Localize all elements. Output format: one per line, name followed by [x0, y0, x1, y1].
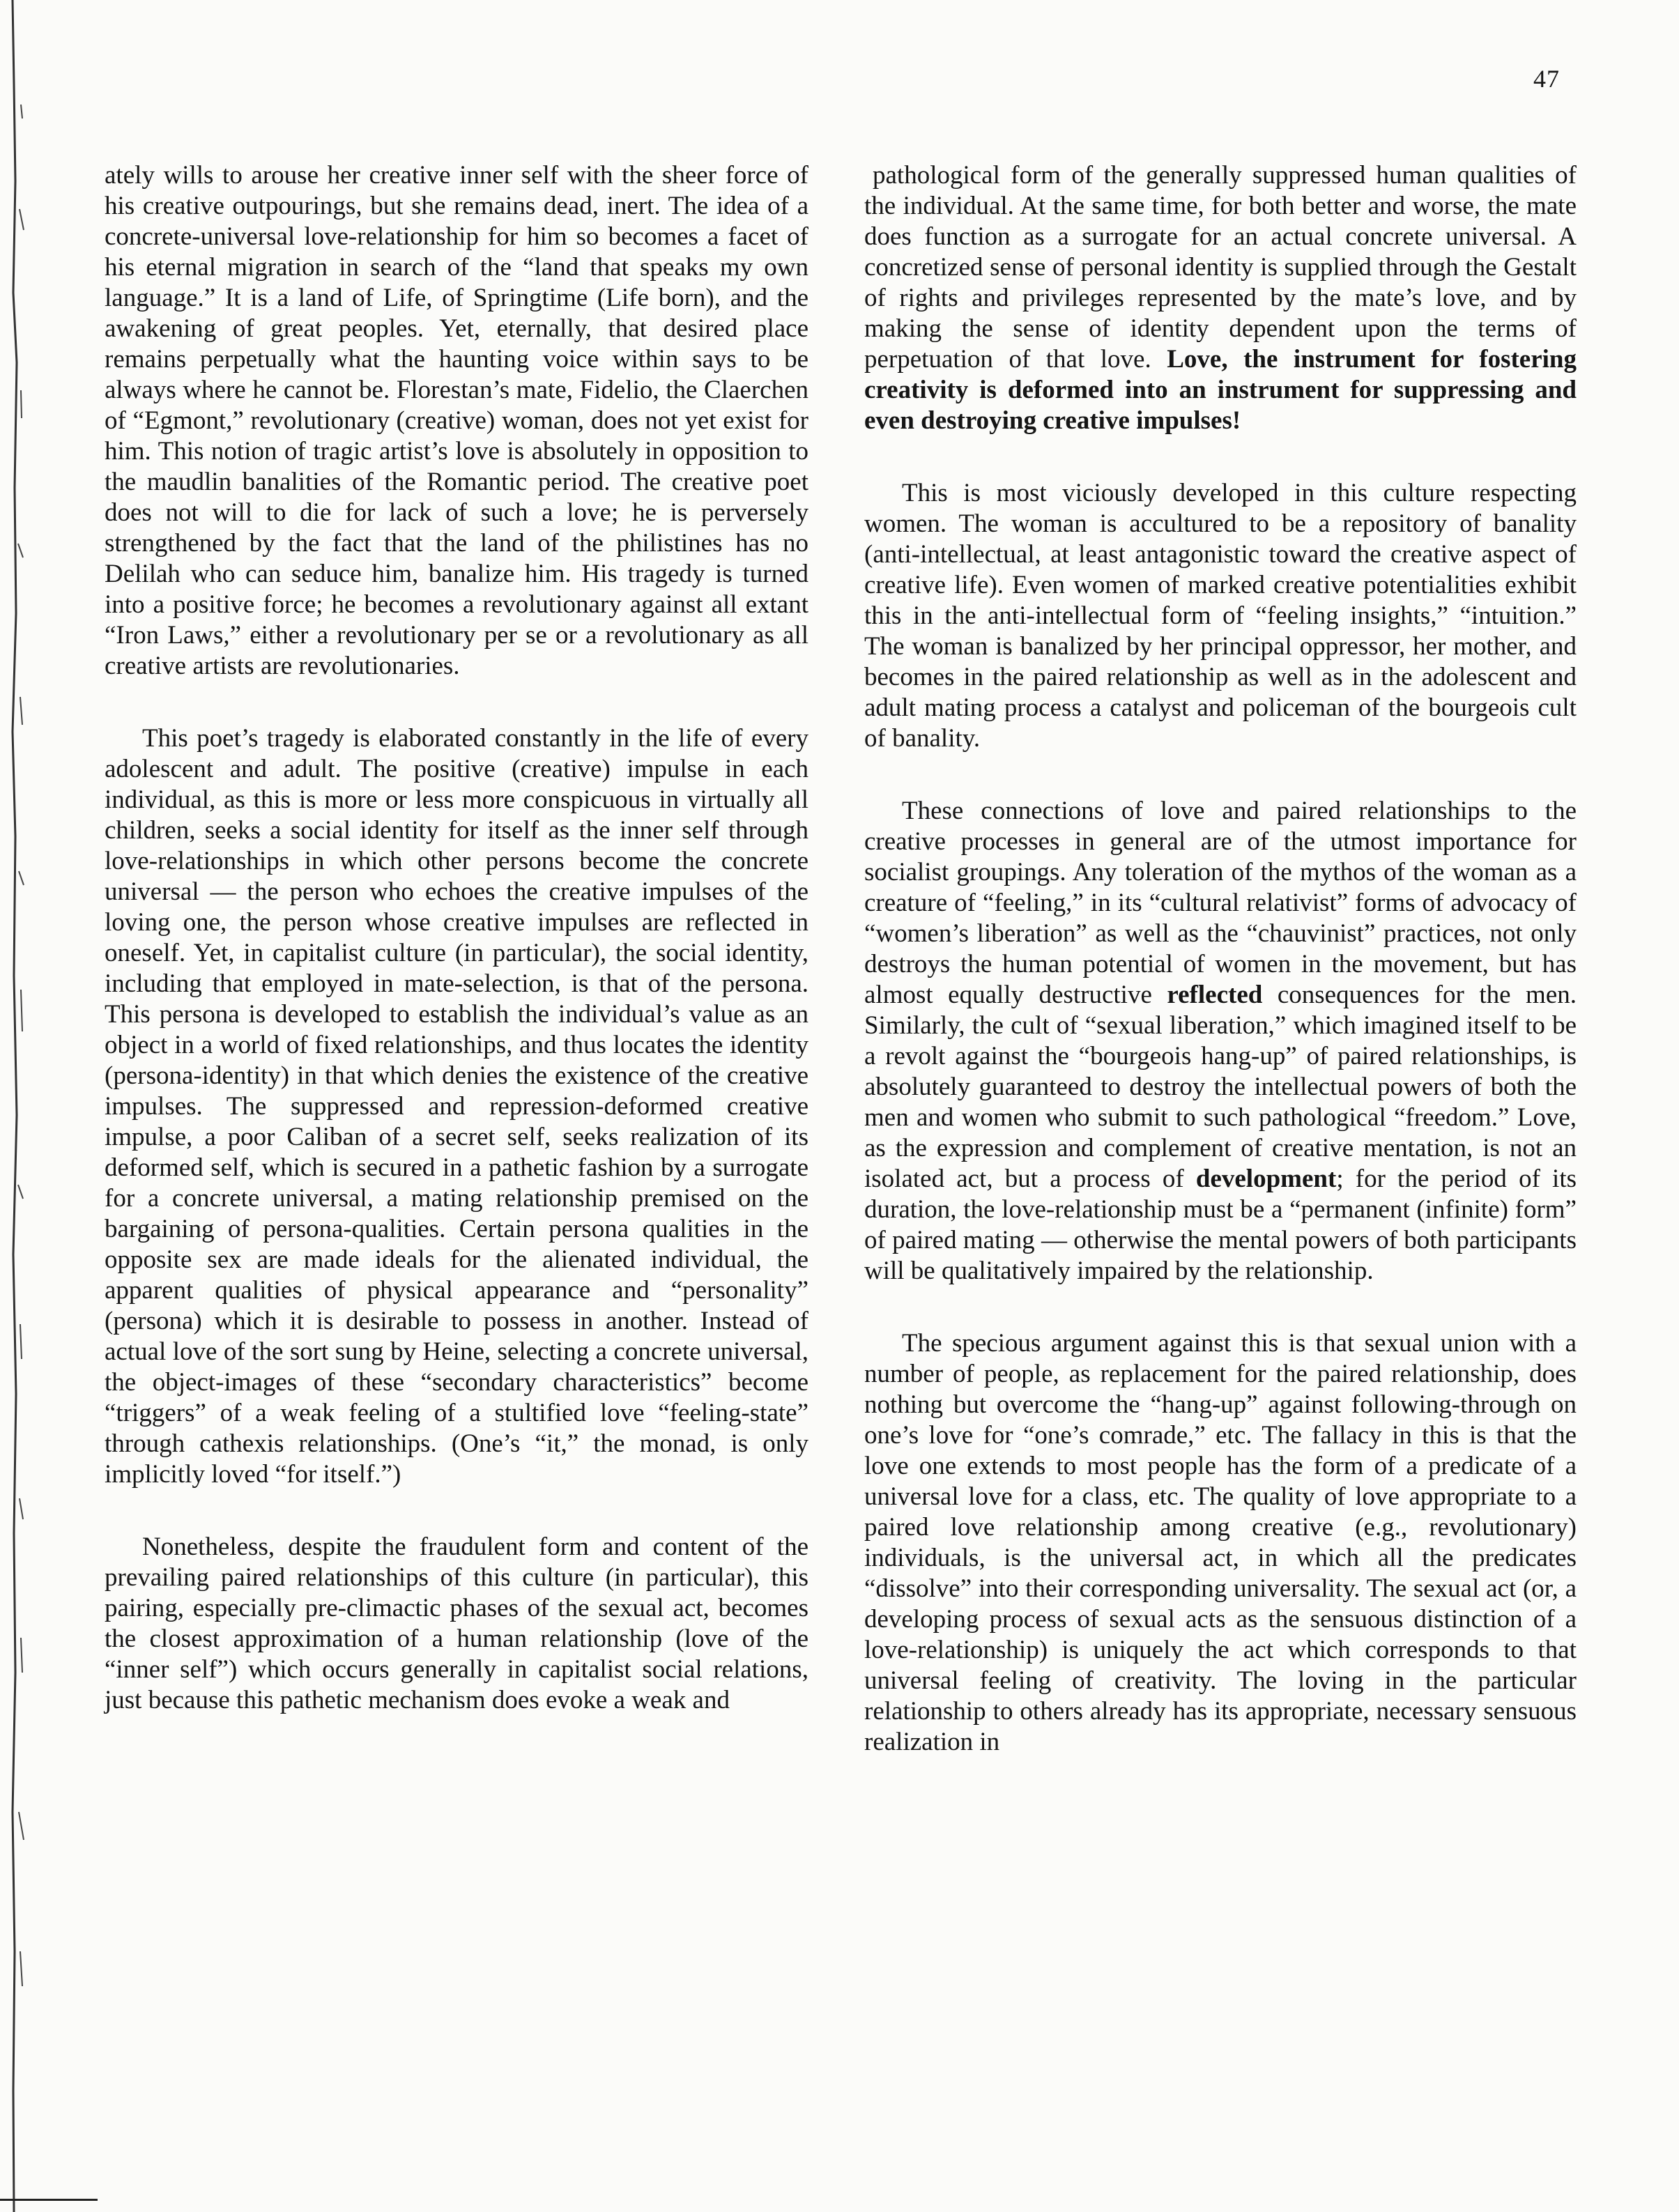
right-paragraph-3-text-b: consequences for the men. Similarly, the cult of “sexual liberation,” which imagined itself to be a revolt against the “bourgeois hang-up” of paired relationships, is absolutely guaranteed to destroy the intellectual powers of both the men and women who submit to such pathological “freedom.” Love, as the expression and complement of creative mentation, is not an isolated act, but a process of: [864, 981, 1577, 1193]
right-paragraph-2: This is most viciously developed in this culture respecting women. The woman is accultured to be a repository of banality (anti-intellectual, at least antagonistic toward the creative aspect of creative life). Even women of marked creative potentialities exhibit this in the anti-intellectual form of “feeling insights,” “intuition.” The woman is banalized by her principal oppressor, her mother, and becomes in the paired relationship as well as in the adolescent and adult mating process a catalyst and policeman of the bourgeois cult of banality.: [864, 479, 1577, 753]
right-paragraph-3-text-c: ; for the period of its duration, the love-relationship must be a “permanent (infinite) form” of paired mating — otherwise the mental powers of both participants will be qualitatively impaired by the relationship.: [864, 1165, 1577, 1285]
left-paragraph-1: ately wills to arouse her creative inner self with the sheer force of his creative outpourings, but she remains dead, inert. The idea of a concrete-universal love-relationship for him so becomes a facet of his eternal migration in search of the “land that speaks my own language.” It is a land of Life, of Springtime (Life born), and the awakening of great peoples. Yet, eternally, that desired place remains perpetually what the haunting voice within says to be always where he cannot be. Florestan’s mate, Fidelio, the Claerchen of “Egmont,” revolutionary (creative) woman, does not yet exist for him. This notion of tragic artist’s love is absolutely in opposition to the maudlin banalities of the Romantic period. The creative poet does not will to die for lack of such a love; he is perversely strengthened by the fact that the land of the philistines has no Delilah who can seduce him, banalize him. His tragedy is turned into a positive force; he becomes a revolutionary against all extant “Iron Laws,” either a revolutionary per se or a revolutionary as all creative artists are revolutionaries.: [105, 161, 808, 680]
right-paragraph-3-emphasis-reflected: reflected: [1167, 981, 1263, 1009]
left-column: [105, 160, 808, 1758]
right-paragraph-3: [864, 796, 1577, 1287]
page-number: 47: [1533, 65, 1560, 93]
right-paragraph-1-text: pathological form of the generally suppressed human qualities of the individual. At the same time, for both better and worse, the mate does function as a surrogate for an actual concrete universal. A concretized sense of personal identity is supplied through the Gestalt of rights and privileges represented by the mate’s love, and by making the sense of identity dependent upon the terms of perpetuation of that love.: [864, 161, 1577, 374]
left-paragraph-2: This poet’s tragedy is elaborated constantly in the life of every adolescent and adult. The positive (creative) impulse in each individual, as this is more or less more conspicuous in virtually all children, seeks a social identity for itself as the inner self through love-relationships in which other persons become the concrete universal — the person who echoes the creative impulses of the loving one, the person whose creative impulses are reflected in oneself. Yet, in capitalist culture (in particular), the social identity, including that employed in mate-selection, is that of the persona. This persona is developed to establish the individual’s value as an object in a world of fixed relationships, and thus locates the identity (persona-identity) in that which denies the existence of the creative impulses. The suppressed and repression-deformed creative impulse, a poor Caliban of a secret self, seeks realization of its deformed self, which is secured in a pathetic fashion by a surrogate for a concrete universal, a mating relationship premised on the bargaining of persona-qualities. Certain persona qualities in the opposite sex are made ideals for the alienated individual, the apparent qualities of physical appearance and “personality” (persona) which it is desirable to possess in another. Instead of actual love of the sort sung by Heine, selecting a concrete universal, the object-images of these “secondary characteristics” become “triggers” of a weak feeling of a stultified love “feeling-state” through cathexis relationships. (One’s “it,” the monad, is only implicitly loved “for itself.”): [105, 724, 808, 1489]
right-paragraph-3-emphasis-development: development: [1195, 1165, 1337, 1193]
right-paragraph-4: The specious argument against this is that sexual union with a number of people, as replacement for the paired relationship, does nothing but overcome the “hang-up” against following-through on one’s love for “one’s comrade,” etc. The fallacy in this is that the love one extends to most people has the form of a predicate of a universal love for a class, etc. The quality of love appropriate to a paired love relationship among creative (e.g., revolutionary) individuals, is the universal act, in which all the predicates “dissolve” into their corresponding universality. The sexual act (or, a developing process of sexual acts as the sensuous distinction of a love-relationship) is uniquely the act which corresponds to that universal feeling of creativity. The loving in the particular relationship to others already has its appropriate, necessary sensuous realization in: [864, 1329, 1577, 1756]
right-paragraph-3-text-a: These connections of love and paired relationships to the creative processes in general are of the utmost importance for socialist groupings. Any toleration of the mythos of the woman as a creature of “feeling,” in its “cultural relativist” forms of advocacy of “women’s liberation” as well as the “chauvinist” practices, not only destroys the human potential of women in the movement, but has almost equally destructive: [864, 797, 1577, 1009]
scan-edge-mark: [0, 0, 49, 2212]
right-column: [864, 160, 1577, 1799]
left-paragraph-3: Nonetheless, despite the fraudulent form and content of the prevailing paired relationships of this culture (in particular), this pairing, especially pre-climactic phases of the sexual act, becomes the closest approximation of a human relationship (love of the “inner self”) which occurs generally in capitalist social relations, just because this pathetic mechanism does evoke a weak and: [105, 1533, 808, 1714]
right-paragraph-1-emphasis: Love, the instrument for fostering creativity is deformed into an instrument for suppressing and even destroying creative impulses!: [864, 345, 1577, 435]
right-paragraph-1: [864, 160, 1577, 436]
bottom-edge-rule: [0, 2199, 98, 2201]
